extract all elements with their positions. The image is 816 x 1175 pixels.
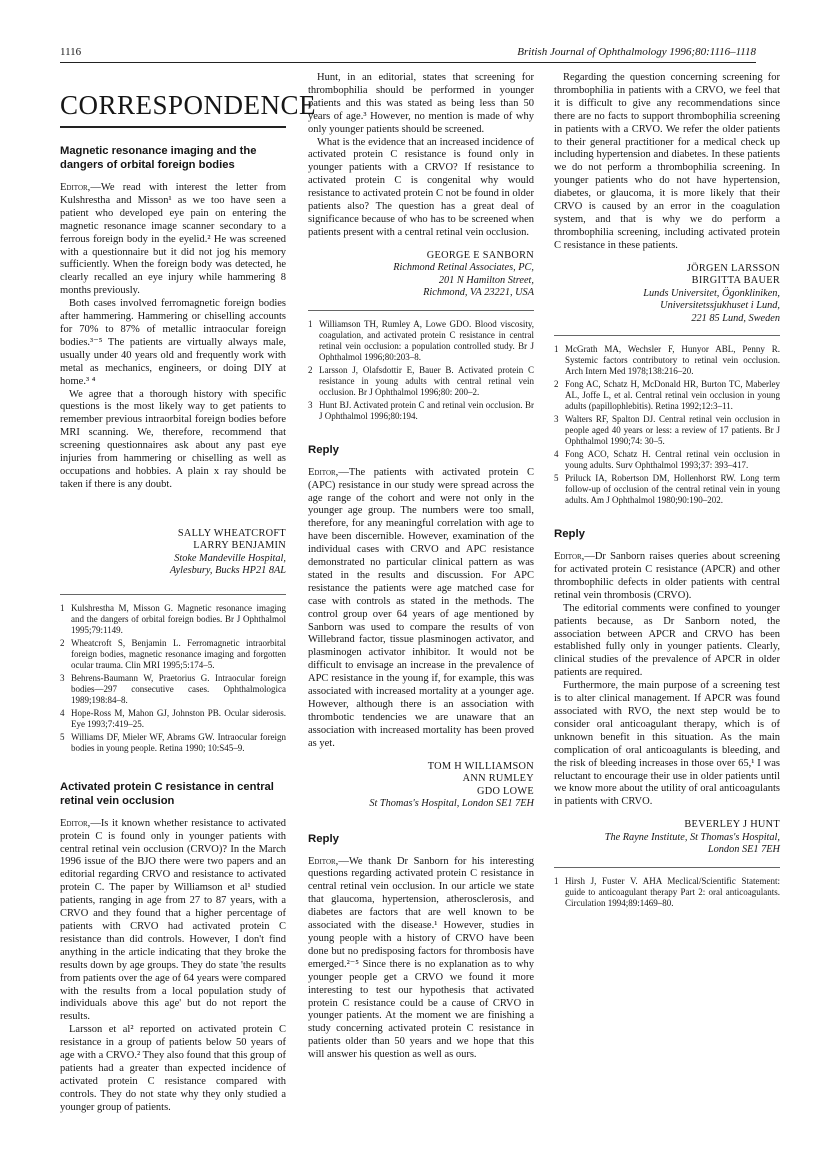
reply2-paragraph-1 — [308, 856, 534, 1063]
letter2-paragraph-1 — [60, 818, 286, 1025]
reply1-signature — [308, 761, 534, 811]
reply2-signature — [554, 263, 780, 326]
author-affiliation: Lunds Universitet, Ögonkliniken, — [643, 287, 780, 299]
author-affiliation: Richmond Retinal Associates, PC, — [393, 262, 534, 274]
author-affiliation: St Thomas's Hospital, London SE1 7EH — [369, 798, 534, 810]
reference-item: 5 Priluck IA, Robertson DM, Hollenhorst RW. Long term follow-up of occlusion of the central retinal vein in young adults. Am J Ophthalmol 1980;90:190–202. — [554, 473, 780, 506]
reply1-heading: Reply — [308, 443, 340, 456]
letter2-paragraph-2: Larsson et al² reported on activated protein C resistance in a group of patients below 50 years of age with a CRVO.² They also found that this group of patients had a greater than expected incidence of activated protein C resistance compared with controls. They do not state why they only studied a younger group of patients. — [60, 1024, 286, 1113]
reference-item: 1 Hirsh J, Fuster V. AHA Meclical/Scientific Statement: guide to anticoagulant therapy Part 2: oral anticoagulants. Circulation 1994;89:1469–80. — [554, 875, 780, 908]
editor-salutation: Editor, — [60, 182, 91, 193]
header-rule — [60, 62, 756, 63]
page-number: 1116 — [60, 46, 82, 58]
letter1-paragraph-2: Both cases involved ferromagnetic foreign bodies after hammering. Hammering or chiselling accounts for 70% to 87% of metallic intraocular foreign bodies.³⁻⁵ The patients are virtually always male, usually under 40 years old and frequently work with metal as mechanics, engineers, or doing DIY at home.³ ⁴ — [60, 298, 286, 387]
author-affiliation: Aylesbury, Bucks HP21 8AL — [169, 565, 286, 577]
reference-item: 1 McGrath MA, Wechsler F, Hunyor ABL, Penny R. Systemic factors contributory to retinal vein occlusion. Arch Intern Med 1978;138:216–20. — [554, 344, 780, 377]
reply2-paragraph-2: Regarding the question concerning screening for thrombophilia in patients with a CRVO, we feel that it is difficult to give any recommendations since there are no facts to support thrombophilia screening in patients with a CRVO. We refer the older patients to their general practitioner for a medical check up including hypertension and diabetes. In these patients we do not perform a thrombophilia screening. In younger patients who do not have hypertension, diabetes, or glaucoma, it is more likely that their CRVO is caused by an error in the coagulation system, and that is why we do perform a thrombophilia screening, including activated protein C resistance in these patients. — [554, 72, 780, 251]
column-1 — [60, 72, 317, 1162]
paragraph-text: —Dr Sanborn raises queries about screening for activated protein C resistance (APCR) and other thrombophilic defects in older patients with central retinal vein thrombosis (CRVO). — [554, 551, 780, 601]
reference-item: 2 Wheatcroft S, Benjamin L. Ferromagnetic intraorbital foreign bodies, magnetic resonance imaging and forgotten ocular trauma. Clin MRI 1995;5:174–5. — [60, 637, 286, 670]
reply3-paragraph-2: The editorial comments were confined to younger patients because, as Dr Sanborn noted, the association between APCR and CRVO has been established fully only in younger patients. Clearly, clinical studies of the prevalence of APCR in older patients are required. — [554, 602, 780, 679]
column-3 — [554, 72, 780, 1162]
editor-salutation: Editor, — [308, 855, 339, 867]
author-name: JÖRGEN LARSSON — [686, 262, 780, 274]
reference-item: 3 Hunt BJ. Activated protein C and retinal vein occlusion. Br J Ophthalmol 1996;80:194. — [308, 399, 534, 421]
author-name: GEORGE E SANBORN — [426, 249, 534, 261]
author-name: GDO LOWE — [476, 785, 534, 797]
author-affiliation: London SE1 7EH — [707, 844, 780, 856]
letter2-title: Activated protein C resistance in central retinal vein occlusion — [60, 780, 274, 807]
reply3-signature — [554, 819, 780, 857]
author-name: ANN RUMLEY — [462, 773, 534, 785]
reference-item: 5 Williams DF, Mieler WF, Abrams GW. Intraocular foreign bodies in young people. Retina 1990; 10:S45–9. — [60, 731, 286, 753]
reference-item: 3 Behrens-Baumann W, Praetorius G. Intraocular foreign bodies—297 consecutive cases. Ophthalmologica 1989;198:84–8. — [60, 672, 286, 705]
letter1-paragraph-1 — [60, 182, 286, 298]
paragraph-text: —We thank Dr Sanborn for his interesting questions regarding activated protein C resistance in central retinal vein occlusion. In our article we state that glaucoma, hypertension, atherosclerosis, and diabetes are factors that are well known to be associated with the disease.¹ However, studies in young people with a history of CRVO have been done but no predisposing factors for thrombosis have emerged.²⁻⁵ Since there is no explanation as to why younger people get a CRVO we found it more interesting to test our hypothesis that activated protein C resistance could be a cause of CRVO in younger patients. At the moment we are finishing a study concerning activated protein C resistance in patients older than 50 years and we hope that this will answer his question as well as ours. — [308, 855, 534, 1061]
letter1-references — [60, 594, 286, 754]
letter1-title: Magnetic resonance imaging and the dangers of orbital foreign bodies — [60, 145, 257, 171]
editor-salutation: Editor, — [60, 817, 91, 829]
author-affiliation: 221 85 Lund, Sweden — [691, 312, 780, 324]
author-affiliation: Richmond, VA 23221, USA — [423, 287, 534, 299]
author-name: TOM H WILLIAMSON — [427, 760, 534, 772]
reference-item: 2 Larsson J, Olafsdottir E, Bauer B. Activated protein C resistance in young adults with central retinal vein occlusion. Br J Ophthalmol 1996;80: 200–2. — [308, 364, 534, 397]
reply3-references — [554, 867, 780, 909]
reply3-heading: Reply — [554, 528, 586, 541]
paragraph-text: —The patients with activated protein C (APC) resistance in our study were spread across the age range of the cohort and were not only in the younger age group. The numbers were too small, therefore, for any meaningful correlation with age to have been discernible. However, examination of the individual cases with CRVO and APC resistance demonstrated no particular clinical pattern as was stated in the results and discussion. For APC resistance the patients were age matched case for case with controls as stated in the methods. The control group over 64 years of age mentioned by Sanborn was used to compare the results of von Willebrand factor, tissue plasminogen activator, and plasminogen activator inhibitor. It would not be difficult to envisage an increase in the prevalence of APC resistance in the young if, for example, this was associated with increased mortality at a younger age. However, although there is an association with thrombotic tendencies we are unaware that an association with increased mortality has been proved as yet. — [308, 466, 534, 749]
reply2-heading: Reply — [308, 832, 340, 845]
author-name: BEVERLEY J HUNT — [684, 819, 780, 831]
author-name: BIRGITTA BAUER — [691, 275, 780, 287]
letter1-paragraph-3: We agree that a thorough history with specific questions is the most likely way to get patients to remember previous intraorbital foreign bodies before MRI scanning. We, therefore, recommend that screening questionnaires ask about any past eye injuries from hammering or chiselling as well as occupations and hobbies. A plain x ray should be taken if there is any doubt. — [60, 388, 286, 490]
column-2 — [308, 72, 534, 1162]
editor-salutation: Editor, — [554, 551, 585, 563]
letter2-paragraph-4: What is the evidence that an increased incidence of activated protein C resistance is found only in younger patients with a CRVO? If resistance to activated protein C is congenital why would resistance to activated protein C not be found in older patients also? The question has a great deal of significance because of who has to be screened when patients present with a central retinal vein occlusion. — [308, 136, 534, 238]
author-affiliation: 201 N Hamilton Street, — [438, 274, 534, 286]
author-name: LARRY BENJAMIN — [193, 540, 286, 552]
reply1-paragraph-1 — [308, 467, 534, 751]
author-affiliation: The Rayne Institute, St Thomas's Hospital, — [604, 831, 780, 843]
paragraph-text: —Is it known whether resistance to activated protein C is found only in younger patients with central retinal vein occlusion (CRVO)? In the March 1996 issue of the BJO there were two papers and an editorial regarding CRVO and resistance to activated protein C. The paper by Williamson et al¹ studied patients, ranging in age from 27 to 87 years, with a CRVO and they found that a higher percentage of patients with CRVO had activated protein C resistance than did controls. However, I don't find anything in the article indicating that they broke the results down by age groups. They do state 'the results from patients over the age of 64 years were compared with the results from a local population study of individuals above this age' but do not report the results. — [60, 817, 286, 1023]
reply2-references — [554, 335, 780, 506]
reference-item: 1 Williamson TH, Rumley A, Lowe GDO. Blood viscosity, coagulation, and activated protein C resistance in central retinal vein occlusion: a population controlled study. Br J Ophthalmol 1996;80:203–8. — [308, 318, 534, 362]
running-head — [60, 46, 756, 62]
paragraph-text: —We read with interest the letter from Kulshrestha and Misson¹ as we too have seen a patient who developed eye pain on entering the magnetic resonance image scanner secondary to a ferrous foreign body in the eyelid.² He was screened with a questionnaire but it did not jog his memory sufficiently. When the foreign body was detected, he clearly recalled an eye injury while hammering 8 months previously. — [60, 182, 286, 297]
section-title: CORRESPONDENCE — [60, 90, 286, 128]
letter2-paragraph-3: Hunt, in an editorial, states that screening for thrombophilia should be performed in younger patients and this was stated as being less than 50 years of age.³ However, no mention is made of why only younger patients should be screened. — [308, 72, 534, 135]
letter2-signature — [308, 250, 534, 300]
author-affiliation: Universitetssjukhuset i Lund, — [660, 300, 780, 312]
reference-item: 1 Kulshrestha M, Misson G. Magnetic resonance imaging and the dangers of orbital foreign bodies. Br J Ophthalmol 1995;79:1149. — [60, 602, 286, 635]
reference-item: 2 Fong AC, Schatz H, McDonald HR, Burton TC, Maberley AL, Joffe L, et al. Central retinal vein occlusion in young adults (papillophlebitis). Retina 1992;12:3–11. — [554, 379, 780, 412]
reference-item: 3 Walters RF, Spalton DJ. Central retinal vein occlusion in people aged 40 years or less: a review of 17 patients. Br J Ophthalmol 1990;74: 30–5. — [554, 414, 780, 447]
letter2-references — [308, 310, 534, 422]
reference-item: 4 Hope-Ross M, Mahon GJ, Johnston PB. Ocular siderosis. Eye 1993;7:419–25. — [60, 707, 286, 729]
author-affiliation: Stoke Mandeville Hospital, — [174, 552, 286, 564]
editor-salutation: Editor, — [308, 466, 339, 478]
reply3-paragraph-3: Furthermore, the main purpose of a screening test is to alter clinical management. If APCR was found associated with RVO, the next step would be to consider oral anticoagulant therapy, which is of unknown benefit in this situation. As the main complication of oral anticoagulants is bleeding, and the risk of bleeding increases in those over 65,¹ I was reluctant to encourage their use in older patients until we know more about the utility of oral anticoagulants in patients with CRVO. — [554, 680, 780, 808]
author-name: SALLY WHEATCROFT — [177, 527, 286, 539]
reference-item: 4 Fong ACO, Schatz H. Central retinal vein occlusion in young adults. Surv Ophthalmol 1993;37: 393–417. — [554, 449, 780, 471]
reply3-paragraph-1 — [554, 551, 780, 603]
letter1-signature — [60, 528, 286, 578]
journal-citation: British Journal of Ophthalmology 1996;80:1116–1118 — [517, 46, 756, 58]
